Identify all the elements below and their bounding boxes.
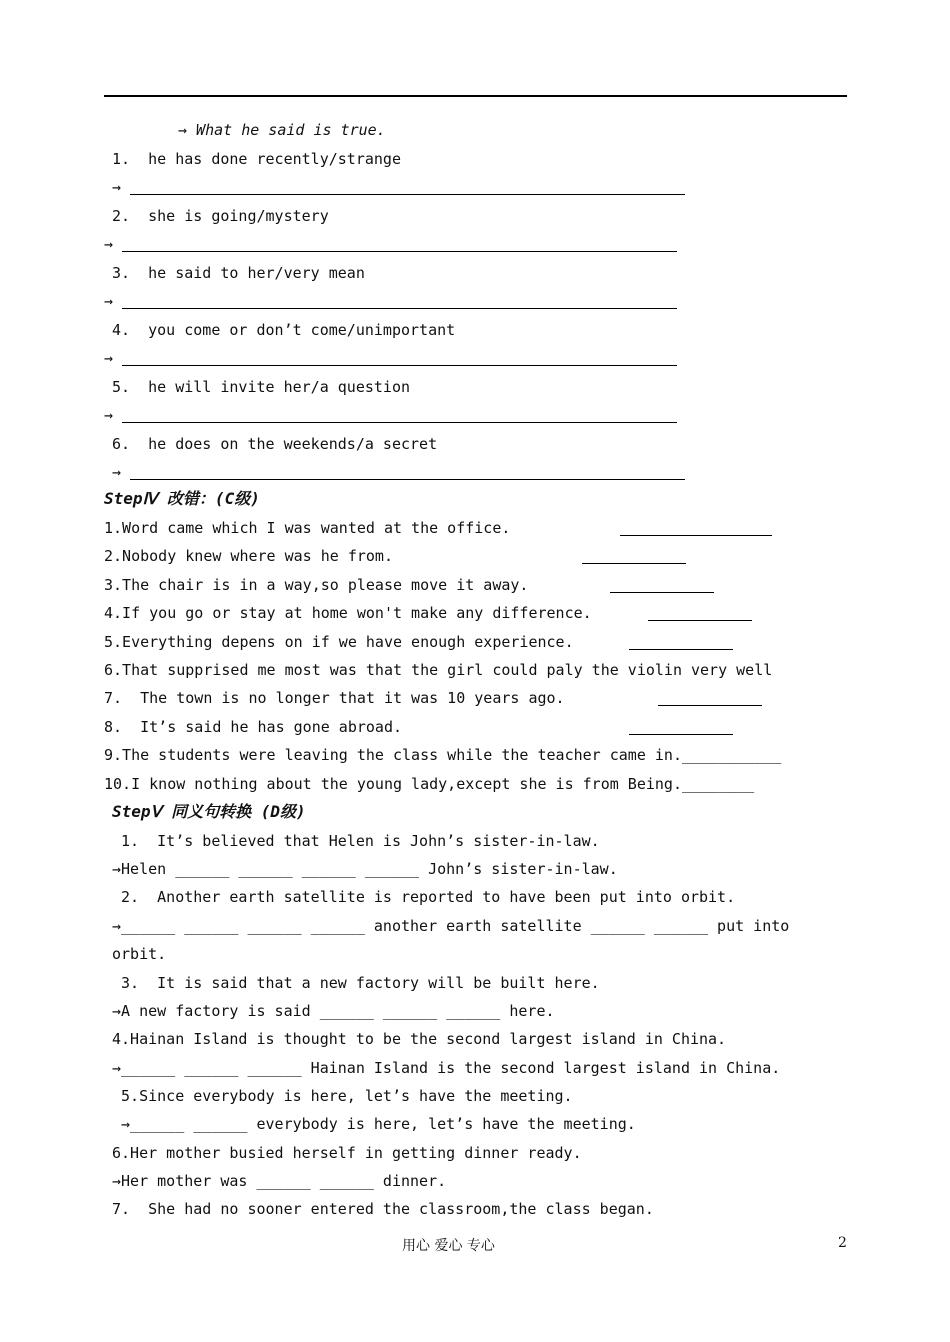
arrow: →	[104, 235, 114, 253]
transform-item-2: 2. Another earth satellite is reported to have been put into orbit.	[112, 888, 736, 906]
transform-answer-4[interactable]: →______ ______ ______ Hainan Island is the second largest island in China.	[112, 1059, 781, 1077]
transform-item-1: 1. It’s believed that Helen is John’s sister-in-law.	[112, 832, 600, 850]
transform-answer-1[interactable]: →Helen ______ ______ ______ ______ John’s sister-in-law.	[112, 860, 618, 878]
correction-item-2: 2.Nobody knew where was he from.	[104, 547, 393, 565]
correction-answer-line-7[interactable]	[658, 705, 762, 706]
answer-line-5[interactable]	[122, 422, 677, 423]
answer-line-4[interactable]	[122, 365, 677, 366]
exercise-item-1: 1. he has done recently/strange	[112, 150, 401, 168]
correction-item-6: 6.That supprised me most was that the girl could paly the violin very well	[104, 661, 773, 679]
header-rule	[104, 95, 847, 97]
exercise-item-6: 6. he does on the weekends/a secret	[112, 435, 438, 453]
correction-item-1: 1.Word came which I was wanted at the office.	[104, 519, 511, 537]
transform-answer-5[interactable]: →______ ______ everybody is here, let’s have the meeting.	[112, 1115, 636, 1133]
page-number: 2	[838, 1235, 847, 1251]
arrow: →	[104, 292, 114, 310]
transform-answer-3[interactable]: →A new factory is said ______ ______ ______ here.	[112, 1002, 555, 1020]
exercise-item-2: 2. she is going/mystery	[112, 207, 329, 225]
correction-item-5: 5.Everything depens on if we have enough experience.	[104, 633, 574, 651]
correction-item-9: 9.The students were leaving the class while the teacher came in.___________	[104, 746, 782, 764]
exercise-item-3: 3. he said to her/very mean	[112, 264, 365, 282]
transform-item-6: 6.Her mother busied herself in getting dinner ready.	[112, 1144, 582, 1162]
correction-item-7: 7. The town is no longer that it was 10 years ago.	[104, 689, 565, 707]
answer-line-2[interactable]	[122, 251, 677, 252]
transform-answer-2-cont: orbit.	[112, 945, 167, 963]
transform-item-3: 3. It is said that a new factory will be built here.	[112, 974, 600, 992]
exercise-item-4: 4. you come or don’t come/unimportant	[112, 321, 456, 339]
arrow: →	[104, 349, 114, 367]
correction-item-10: 10.I know nothing about the young lady,except she is from Being.________	[104, 775, 755, 793]
correction-item-3: 3.The chair is in a way,so please move it away.	[104, 576, 529, 594]
transform-answer-6[interactable]: →Her mother was ______ ______ dinner.	[112, 1172, 447, 1190]
transform-answer-2[interactable]: →______ ______ ______ ______ another earth satellite ______ ______ put into	[112, 917, 790, 935]
correction-answer-line-4[interactable]	[648, 620, 752, 621]
exercise-item-5: 5. he will invite her/a question	[112, 378, 411, 396]
answer-line-3[interactable]	[122, 308, 677, 309]
correction-answer-line-2[interactable]	[582, 563, 686, 564]
answer-line-1[interactable]	[130, 194, 685, 195]
arrow: →	[112, 463, 122, 481]
transform-item-4: 4.Hainan Island is thought to be the second largest island in China.	[112, 1030, 727, 1048]
correction-item-4: 4.If you go or stay at home won't make any difference.	[104, 604, 592, 622]
correction-answer-line-3[interactable]	[610, 592, 714, 593]
arrow: →	[104, 406, 114, 424]
section-heading-step5: StepⅤ 同义句转换 (D级)	[112, 802, 306, 821]
footer-motto: 用心 爱心 专心	[402, 1238, 495, 1254]
transform-item-7: 7. She had no sooner entered the classroom,the class began.	[112, 1200, 654, 1218]
correction-answer-line-1[interactable]	[620, 535, 772, 536]
answer-line-6[interactable]	[130, 479, 685, 480]
correction-item-8: 8. It’s said he has gone abroad.	[104, 718, 403, 736]
correction-answer-line-5[interactable]	[629, 649, 733, 650]
correction-answer-line-8[interactable]	[629, 734, 733, 735]
section-heading-step4: StepⅣ 改错：(C级)	[104, 489, 260, 508]
transform-item-5: 5.Since everybody is here, let’s have the meeting.	[112, 1087, 573, 1105]
arrow: →	[112, 178, 122, 196]
example-sentence: → What he said is true.	[178, 121, 386, 139]
